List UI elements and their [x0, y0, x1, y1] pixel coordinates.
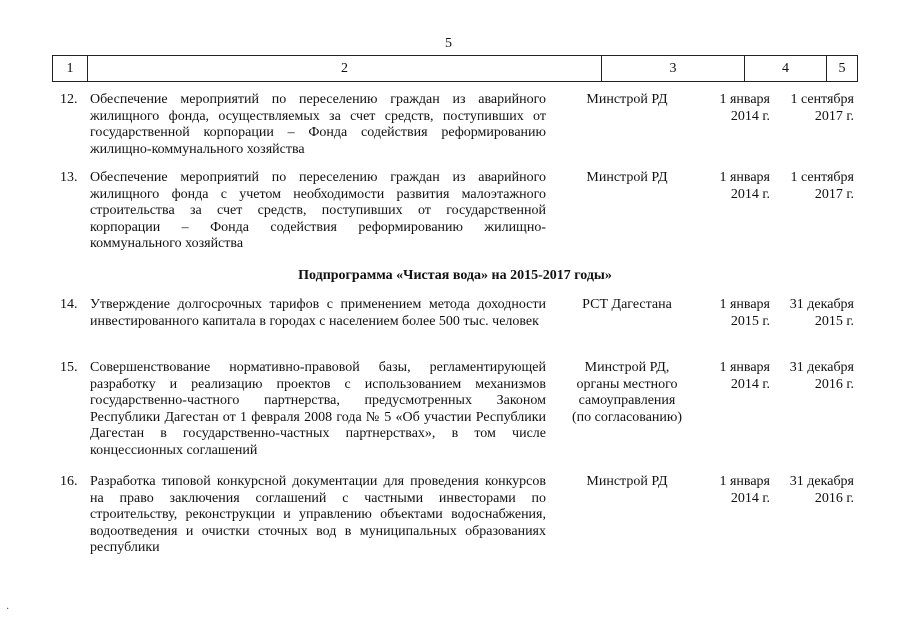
row-description: Утверждение долгосрочных тарифов с применением метода доходности инвестированного капитала в городах с населением более 500 тыс. человек: [90, 297, 546, 329]
header-col-2: 2: [88, 56, 602, 81]
org-line: самоуправления: [578, 393, 676, 408]
row-end-date: [776, 297, 854, 330]
row-number: 14.: [60, 297, 78, 312]
end-line: 2017 г.: [814, 186, 854, 202]
row-number: 12.: [60, 92, 78, 107]
start-line: 1 января: [719, 297, 770, 312]
org-line: Минстрой РД: [586, 170, 668, 185]
scan-mark: ·: [6, 604, 10, 615]
end-line: 31 декабря: [789, 360, 854, 375]
row-end-date: [776, 360, 854, 393]
row-start-date: [702, 92, 770, 125]
row-organization: [557, 474, 697, 491]
start-line: 2014 г.: [730, 108, 770, 124]
row-description: Разработка типовой конкурсной документации для проведения конкурсов на право заключения соглашений с частными инвесторами по строительству, реконструкции и управлению объектами водоснабжения, водоотведения и очистки сточных вод в муниципальных образованиях республики: [90, 474, 546, 555]
start-line: 1 января: [719, 170, 770, 185]
header-col-3: 3: [602, 56, 745, 81]
start-line: 1 января: [719, 360, 770, 375]
start-line: 1 января: [719, 92, 770, 107]
row-number: 16.: [60, 474, 78, 489]
table-header-row: [52, 55, 858, 82]
row-organization: [557, 170, 697, 187]
row-start-date: [702, 170, 770, 203]
org-line: Минстрой РД: [586, 474, 668, 489]
end-line: 31 декабря: [789, 474, 854, 489]
org-line: Минстрой РД: [586, 92, 668, 107]
row-description: Совершенствование нормативно-правовой базы, регламентирующей разработку и реализацию проектов с использованием механизмов государственно-частного партнерства, предусмотренных Законом Республики Дагестан от 1 февраля 2008 года № 5 «Об участии Республики Дагестан в государственно-частных партнерствах», в том числе концессионных соглашений: [90, 360, 546, 458]
row-start-date: [702, 297, 770, 330]
row-end-date: [776, 170, 854, 203]
start-line: 2015 г.: [730, 313, 770, 329]
org-line: Минстрой РД,: [584, 360, 670, 375]
row-organization: [557, 92, 697, 109]
row-description: Обеспечение мероприятий по переселению граждан из аварийного жилищного фонда с учетом необходимости развития малоэтажного строительства за счет средств, поступивших от государственной корпорации – Фонда содействия реформированию жилищно-коммунального хозяйства: [90, 170, 546, 251]
start-line: 2014 г.: [730, 490, 770, 506]
end-line: 2015 г.: [814, 313, 854, 329]
header-col-5: 5: [838, 61, 846, 76]
org-line: (по согласованию): [571, 409, 683, 425]
header-col-1: 1: [53, 56, 88, 81]
row-description: Обеспечение мероприятий по переселению граждан из аварийного жилищного фонда, осуществляемых за счет средств, поступивших от государственной корпорации – Фонда содействия реформированию жилищно-коммунального хозяйства: [90, 92, 546, 157]
end-line: 1 сентября: [790, 170, 854, 185]
end-line: 2016 г.: [814, 490, 854, 506]
end-line: 2017 г.: [814, 108, 854, 124]
header-col-4: 4: [745, 56, 827, 81]
row-start-date: [702, 474, 770, 507]
row-organization: [557, 297, 697, 314]
row-start-date: [702, 360, 770, 393]
row-end-date: [776, 92, 854, 125]
row-number: 13.: [60, 170, 78, 185]
row-end-date: [776, 474, 854, 507]
end-line: 1 сентября: [790, 92, 854, 107]
subprogram-heading: Подпрограмма «Чистая вода» на 2015-2017 годы»: [298, 268, 612, 283]
start-line: 2014 г.: [730, 186, 770, 202]
page-number: 5: [445, 36, 452, 51]
end-line: 2016 г.: [814, 376, 854, 392]
org-line: РСТ Дагестана: [582, 297, 672, 312]
row-number: 15.: [60, 360, 78, 375]
row-organization: [557, 360, 697, 426]
org-line: органы местного: [576, 376, 678, 392]
start-line: 1 января: [719, 474, 770, 489]
start-line: 2014 г.: [730, 376, 770, 392]
end-line: 31 декабря: [789, 297, 854, 312]
